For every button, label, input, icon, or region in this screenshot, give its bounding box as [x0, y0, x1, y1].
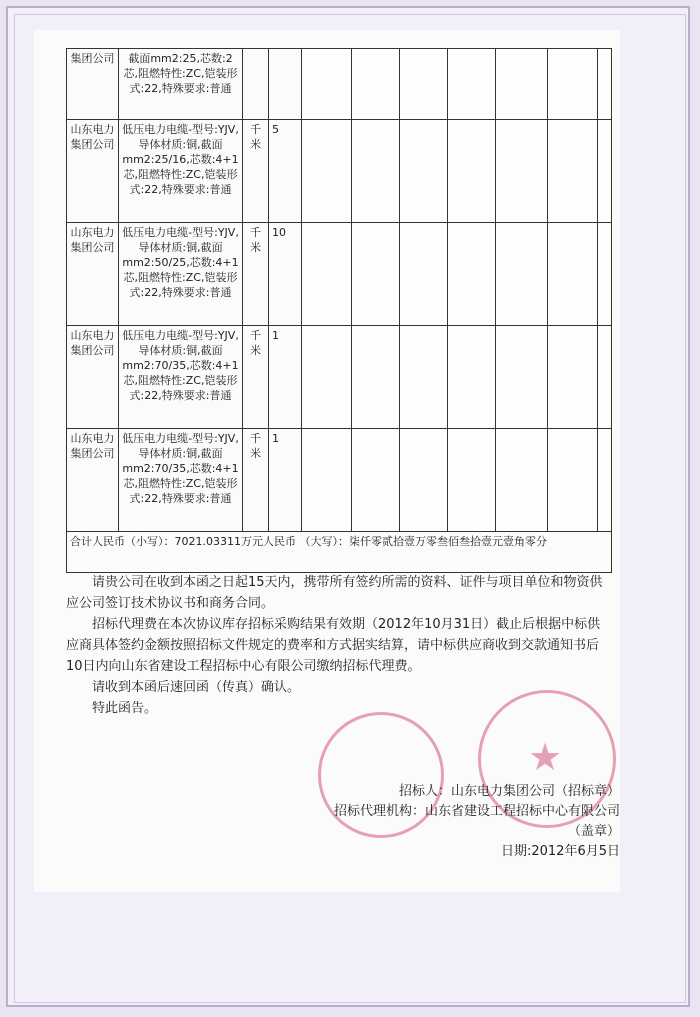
unit-cell: 千米: [243, 223, 269, 326]
table-row: [67, 223, 612, 326]
blank-cell: [400, 429, 448, 532]
blank-cell: [400, 223, 448, 326]
blank-cell: [548, 326, 598, 429]
quantity-cell: 1: [269, 326, 302, 429]
company-cell: 山东电力集团公司: [67, 326, 119, 429]
blank-cell: [496, 429, 548, 532]
blank-cell: [496, 49, 548, 120]
table-row: [67, 49, 612, 120]
description-cell: 低压电力电缆-型号:YJV,导体材质:铜,截面mm2:25/16,芯数:4+1芯,阻燃特性:ZC,铠装形式:22,特殊要求:普通: [119, 120, 243, 223]
blank-cell: [548, 429, 598, 532]
blank-cell: [598, 429, 612, 532]
blank-cell: [352, 120, 400, 223]
blank-cell: [302, 120, 352, 223]
blank-cell: [496, 120, 548, 223]
blank-cell: [448, 49, 496, 120]
blank-cell: [598, 326, 612, 429]
blank-cell: [302, 326, 352, 429]
unit-cell: [243, 49, 269, 120]
quantity-cell: 5: [269, 120, 302, 223]
unit-cell: 千米: [243, 120, 269, 223]
blank-cell: [352, 429, 400, 532]
blank-cell: [598, 223, 612, 326]
company-seal: [318, 712, 444, 838]
table-row: [67, 326, 612, 429]
paragraph-closing: 特此函告。: [92, 701, 158, 716]
description-cell: 低压电力电缆-型号:YJV,导体材质:铜,截面mm2:50/25,芯数:4+1芯,阻燃特性:ZC,铠装形式:22,特殊要求:普通: [119, 223, 243, 326]
letter-date: 日期:2012年6月5日: [500, 844, 620, 859]
company-cell: 山东电力集团公司: [67, 429, 119, 532]
blank-cell: [352, 223, 400, 326]
paragraph-confirm: 请收到本函后速回函（传真）确认。: [92, 680, 301, 695]
company-cell: 山东电力集团公司: [67, 223, 119, 326]
blank-cell: [448, 120, 496, 223]
company-cell: 山东电力集团公司: [67, 120, 119, 223]
blank-cell: [548, 49, 598, 120]
table-row: [67, 429, 612, 532]
blank-cell: [448, 223, 496, 326]
blank-cell: [400, 49, 448, 120]
quantity-cell: [269, 49, 302, 120]
agency-line: 招标代理机构：山东省建设工程招标中心有限公司: [333, 804, 620, 819]
blank-cell: [352, 326, 400, 429]
blank-cell: [302, 223, 352, 326]
tenderer-line: 招标人：山东电力集团公司（招标章）: [398, 784, 620, 799]
star-icon: ★: [528, 735, 563, 779]
paragraph-contract: 请贵公司在收到本函之日起15天内，携带所有签约所需的资料、证件与项目单位和物资供应公司签订技术协议书和商务合同。: [66, 575, 603, 611]
quantity-cell: 10: [269, 223, 302, 326]
blank-cell: [400, 120, 448, 223]
total-row: [67, 532, 612, 573]
unit-cell: 千米: [243, 326, 269, 429]
company-cell: 集团公司: [67, 49, 119, 120]
description-cell: 低压电力电缆-型号:YJV,导体材质:铜,截面mm2:70/35,芯数:4+1芯,阻燃特性:ZC,铠装形式:22,特殊要求:普通: [119, 429, 243, 532]
description-cell: 低压电力电缆-型号:YJV,导体材质:铜,截面mm2:70/35,芯数:4+1芯,阻燃特性:ZC,铠装形式:22,特殊要求:普通: [119, 326, 243, 429]
blank-cell: [302, 429, 352, 532]
bid-table: [66, 48, 612, 573]
blank-cell: [548, 120, 598, 223]
blank-cell: [496, 326, 548, 429]
paragraph-agency-fee: 招标代理费在本次协议库存招标采购结果有效期（2012年10月31日）截止后根据中标供应商具体签约金额按照招标文件规定的费率和方式据实结算，请中标供应商收到交款通知书后10日内向山东省建设工程招标中心有限公司缴纳招标代理费。: [66, 617, 601, 674]
unit-cell: 千米: [243, 429, 269, 532]
seal-note: （盖章）: [567, 824, 620, 839]
blank-cell: [302, 49, 352, 120]
blank-cell: [352, 49, 400, 120]
blank-cell: [448, 429, 496, 532]
total-amount: 合计人民币（小写）：7021.03311万元人民币 （大写）：柒仟零贰拾壹万零叁佰叁拾壹元壹角零分: [67, 532, 612, 573]
blank-cell: [598, 49, 612, 120]
table-row: [67, 120, 612, 223]
blank-cell: [400, 326, 448, 429]
description-cell: 截面mm2:25,芯数:2芯,阻燃特性:ZC,铠装形式:22,特殊要求:普通: [119, 49, 243, 120]
blank-cell: [496, 223, 548, 326]
blank-cell: [548, 223, 598, 326]
quantity-cell: 1: [269, 429, 302, 532]
blank-cell: [598, 120, 612, 223]
blank-cell: [448, 326, 496, 429]
